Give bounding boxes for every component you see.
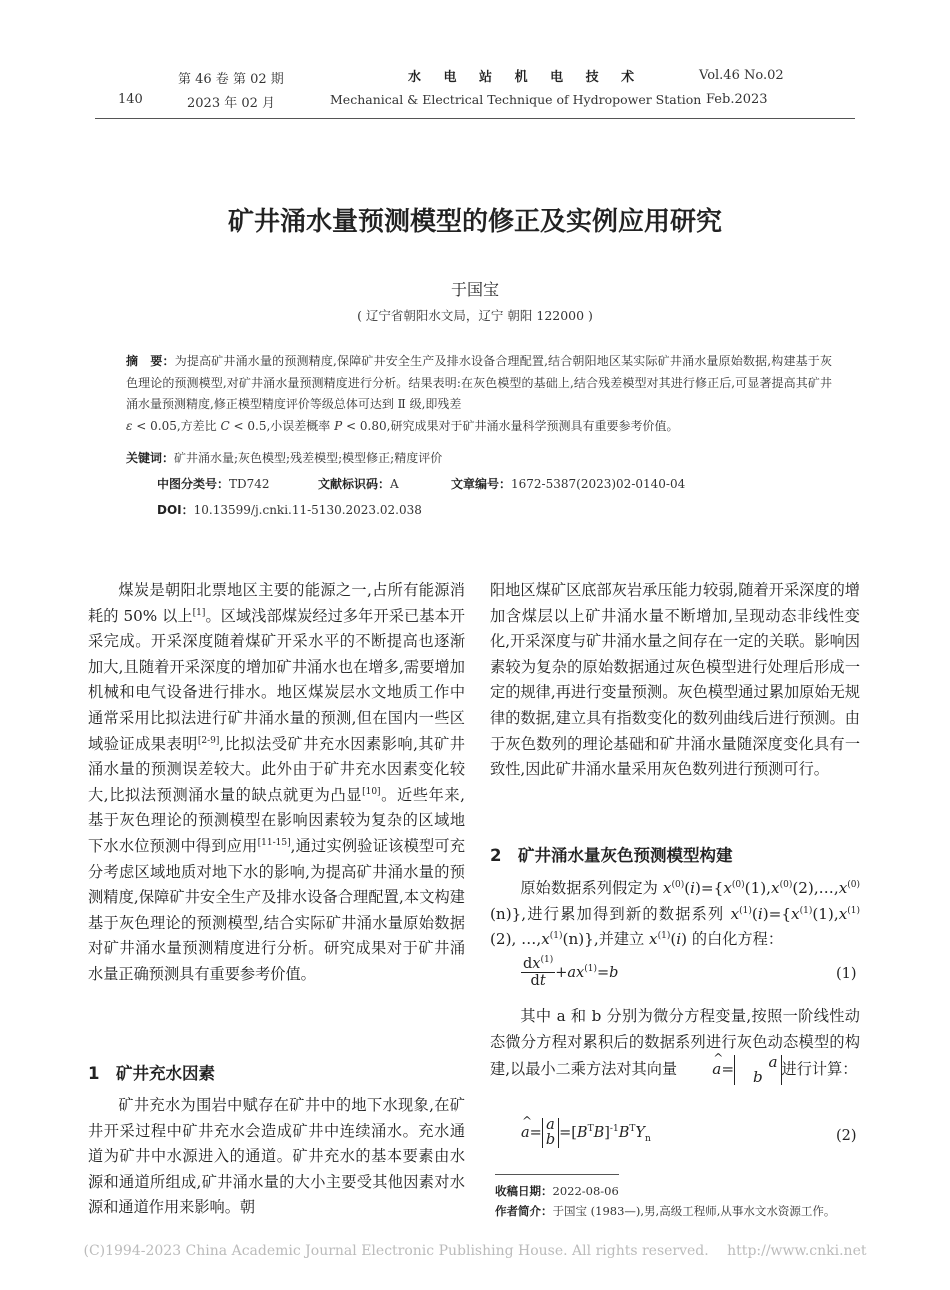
document-code	[318, 475, 399, 492]
clc-value: TD742	[229, 477, 270, 491]
section-2-paragraph-1: 原始数据系列假定为 $x^{(0)}(i)=\{x^{(0)}(1),x^{(0)}(2),\dots,x^{(0)}(n)\}$,进行累加得到新的数据系列 $x^{(1)}(i)=\{x^{(1)}(1),x^{(1)}(2)$, $\dots,x^{(1)}(n)$},并建立 $x^{(1)}(i)$ 的白化方程：	[490, 879, 861, 949]
bio-label: 作者简介：	[495, 1204, 553, 1218]
paper-title: 矿井涌水量预测模型的修正及实例应用研究	[227, 207, 722, 237]
section-2-heading: 2 矿井涌水量灰色预测模型构建	[490, 846, 733, 865]
doi	[157, 501, 422, 518]
ref-3: [10]	[362, 786, 381, 797]
abstract-text: 为提高矿井涌水量的预测精度,保障矿井安全生产及排水设备合理配置,结合朝阳地区某实际矿井涌水量原始数据,构建基于灰色理论的预测模型,对矿井涌水量预测精度进行分析。结果表明:在灰色模型的基础上,结合残差模型对其进行修正后,可显著提高其矿井涌水量预测精度,修正模型精度评价等级总体可达到 Ⅱ 级,即残差	[126, 354, 832, 411]
journal-title-cn: 水 电 站 机 电 技 术	[408, 70, 644, 85]
model-text-1: 原始数据系列假定为	[520, 879, 658, 897]
issue-date: 2023 年 02 月	[187, 96, 276, 111]
model-text-3: ,并建立	[593, 930, 645, 949]
affiliation: ( 辽宁省朝阳水文局，辽宁 朝阳 122000 )	[357, 308, 593, 323]
author-bio	[495, 1203, 835, 1219]
page-number: 140	[118, 92, 143, 107]
journal-title-en: Mechanical & Electrical Technique of Hydropower Station	[330, 92, 702, 107]
date-en: Feb.2023	[706, 92, 768, 107]
artno-label: 文章编号：	[451, 477, 512, 491]
section-1-text: 矿井充水为围岩中赋存在矿井中的地下水现象,在矿井开采过程中矿井充水会造成矿井中连续涌水。充水通道为矿井中水源进入的通道。矿井充水的基本要素由水源和通道所组成,矿井涌水量的大小主要受其他因素对水源和通道作用来影响。朝	[88, 1096, 465, 1217]
received-date	[495, 1183, 619, 1199]
abstract-text-2: < 0.05,方差比	[136, 418, 217, 433]
keywords	[126, 449, 442, 466]
abstract-label: 摘 要：	[126, 354, 175, 368]
intro-text-3: ,比拟法受矿井充水因素影响,其矿井涌水量的预测误差较大。此外由于矿井充水因素变化较大,比拟法预测涌水量的缺点就更为凸显	[88, 734, 465, 804]
bio-value: 于国宝 (1983—),男,高级工程师,从事水文水资源工作。	[552, 1204, 836, 1218]
received-value: 2022-08-06	[552, 1184, 619, 1198]
equation-2-number: (2)	[836, 1128, 857, 1144]
doi-label: DOI：	[157, 503, 194, 517]
artno-value: 1672-5387(2023)02-0140-04	[511, 477, 686, 491]
article-number	[451, 475, 685, 492]
model-text-5: 其中 a 和 b 分别为微分方程变量,按照一阶线性动态微分方程对累积后的数据系列进行灰色动态模型的构建,以最小二乘方法对其向量	[490, 1007, 860, 1079]
equation-1-number: (1)	[836, 966, 857, 982]
model-text-2: ,进行累加得到新的数据系列	[521, 904, 725, 923]
doccode-label: 文献标识码：	[318, 477, 391, 491]
intro-text-1: 煤炭是朝阳北票地区主要的能源之一,占所有能源消耗的 50% 以上	[88, 581, 465, 625]
intro-text-2: 。区域浅部煤炭经过多年开采已基本开采完成。开采深度随着煤矿开采水平的不断提高也逐渐加大,且随着开采深度的增加矿井涌水也在增多,需要增加机械和电气设备进行排水。地区煤炭层水文地质工作中通常采用比拟法进行矿井涌水量的预测,但在国内一些区域验证成果表明	[88, 606, 465, 753]
section-2-paragraph-2: 其中 a 和 b 分别为微分方程变量,按照一阶线性动态微分方程对累积后的数据系列进行灰色动态模型的构建,以最小二乘方法对其向量 ^ a= a b 进行计算：	[490, 1004, 860, 1085]
volume-en: Vol.46 No.02	[699, 68, 784, 83]
abstract-p: P	[334, 418, 343, 433]
ref-2: [2-9]	[197, 735, 220, 746]
intro-paragraph	[88, 578, 465, 988]
right-continuation	[490, 578, 860, 783]
keywords-label: 关键词：	[126, 451, 175, 465]
keywords-text: 矿井涌水量;灰色模型;残差模型;模型修正;精度评价	[174, 451, 443, 465]
model-text-4: 的白化方程：	[691, 930, 784, 949]
abstract-text-4: < 0.80,研究成果对于矿井涌水量科学预测具有重要参考价值。	[346, 418, 679, 433]
intro-text-5: ,通过实例验证该模型可充分考虑区域地质对地下水的影响,为提高矿井涌水量的预测精度,保障矿井安全生产及排水设备合理配置,本文构建基于灰色理论的预测模型,结合实际矿井涌水量原始数据对矿井涌水量预测精度进行分析。研究成果对于矿井涌水量正确预测具有重要参考价值。	[88, 836, 466, 983]
volume-issue: 第 46 卷 第 02 期	[178, 72, 284, 87]
ref-1: [1]	[192, 607, 206, 618]
continuation-text: 阳地区煤矿区底部灰岩承压能力较弱,随着开采深度的增加含煤层以上矿井涌水量不断增加,呈现动态非线性变化,开采深度与矿井涌水量之间存在一定的关联。影响因素较为复杂的原始数据通过灰色模型进行处理后形成一定的规律,再进行变量预测。灰色模型通过累加原始无规律的数据,建立具有指数变化的数列曲线后进行预测。由于灰色数列的理论基础和矿井涌水量随深度变化具有一致性,因此矿井涌水量采用灰色数列进行预测可行。	[490, 581, 860, 779]
footnote-rule	[495, 1174, 619, 1175]
abstract	[126, 351, 832, 437]
clc-label: 中图分类号：	[157, 477, 230, 491]
model-text-6: 进行计算：	[781, 1060, 858, 1079]
ref-4: [11-15]	[257, 837, 291, 848]
equation-2: ^ a= a $b =[B^TB]^{-1}B^TY_n$	[521, 1118, 651, 1148]
doi-value: 10.13599/j.cnki.11-5130.2023.02.038	[193, 503, 422, 517]
copyright-footer: (C)1994-2023 China Academic Journal Electronic Publishing House. All rights reserved. http://www.cnki.net	[83, 1243, 867, 1259]
section-1-paragraph	[88, 1093, 465, 1221]
abstract-text-3: < 0.5,小误差概率	[233, 418, 331, 433]
intro-text-4: 。近些年来,基于灰色理论的预测模型在影响因素较为复杂的区域地下水水位预测中得到应用	[88, 785, 466, 855]
clc-number	[157, 475, 270, 492]
header-rule	[95, 118, 855, 119]
abstract-c: C	[220, 418, 230, 433]
author-name: 于国宝	[450, 280, 499, 299]
section-1-heading: 1 矿井充水因素	[88, 1064, 215, 1083]
abstract-eps: ε	[126, 418, 133, 433]
received-label: 收稿日期：	[495, 1184, 553, 1198]
equation-1: $\frac{dx^{(1)}}{dt}$ $+ax^{(1)}=b$	[523, 955, 619, 989]
doccode-value: A	[390, 477, 399, 491]
